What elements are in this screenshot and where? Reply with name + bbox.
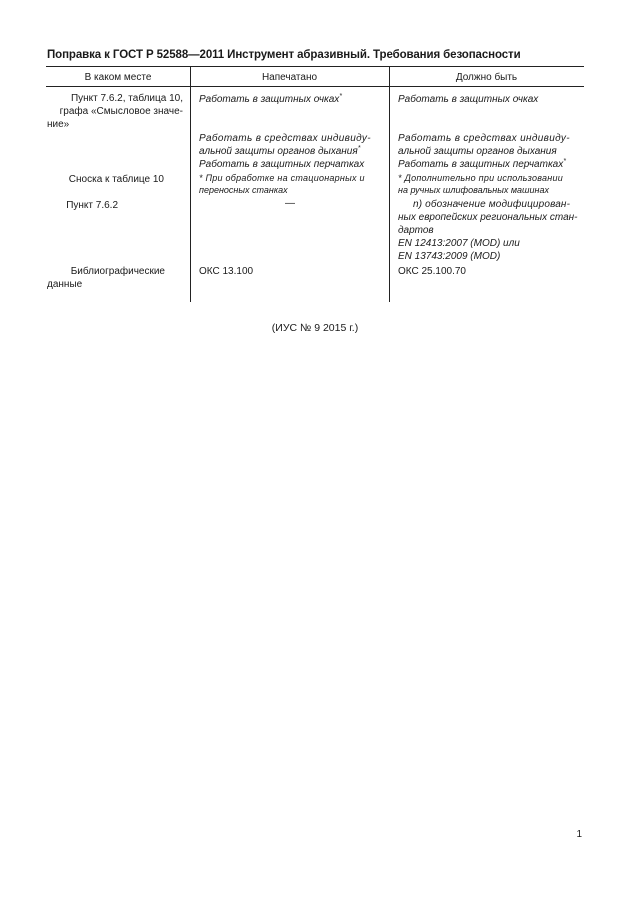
row2-where: Сноска к таблице 10: [68, 174, 164, 185]
column-divider-2: [389, 66, 390, 302]
row2-printed-line2: переносных станках: [199, 185, 288, 195]
row2-should-line1: * Дополнительно при использовании: [398, 173, 563, 183]
row3-should-line2: ных европейских региональных стан-: [398, 212, 578, 223]
row3-printed-dash: —: [285, 198, 295, 209]
footnote-mark: *: [339, 93, 343, 100]
row1-should-goggles: Работать в защитных очках: [398, 94, 539, 105]
row1-where-line2: графа «Смысловое значе-: [59, 106, 183, 117]
row1-where-line3: ние»: [47, 119, 70, 130]
row1-printed-respirator-line1: Работать в средствах индивиду-: [199, 133, 371, 144]
row4-should: ОКС 25.100.70: [398, 266, 466, 277]
row3-should-line5: EN 13743:2009 (MOD): [398, 251, 501, 262]
row1-where-line1: Пункт 7.6.2, таблица 10,: [70, 93, 183, 104]
column-header-printed: Напечатано: [261, 72, 318, 83]
row4-where-line2: данные: [47, 279, 83, 290]
row2-should-line2: на ручных шлифовальных машинах: [398, 185, 549, 195]
table-header-rule: [46, 86, 584, 87]
row3-should-line1: n) обозначение модифицирован-: [413, 199, 571, 210]
page-number: 1: [576, 829, 582, 840]
table-top-rule: [46, 66, 584, 67]
row1-printed-gloves: Работать в защитных перчатках: [199, 159, 365, 170]
row1-should-gloves: Работать в защитных перчатках*: [398, 158, 566, 170]
row3-should-line4: EN 12413:2007 (MOD) или: [398, 238, 520, 249]
footnote-mark: *: [357, 145, 361, 152]
row3-should-line3: дартов: [398, 225, 434, 236]
row1-printed-goggles: Работать в защитных очках*: [199, 93, 343, 105]
document-title: Поправка к ГОСТ Р 52588—2011 Инструмент абразивный. Требования безопасности: [47, 49, 521, 61]
row1-should-respirator-line2: альной защиты органов дыхания: [398, 146, 557, 157]
row4-printed: ОКС 13.100: [199, 266, 254, 277]
row4-where-line1: Библиографические: [70, 266, 165, 277]
row2-printed-line1: * При обработке на стационарных и: [199, 173, 365, 183]
row3-where: Пункт 7.6.2: [66, 200, 118, 211]
row1-should-respirator-line1: Работать в средствах индивиду-: [398, 133, 570, 144]
row1-printed-respirator-line2: альной защиты органов дыхания*: [199, 145, 361, 157]
column-header-where: В каком месте: [84, 72, 152, 83]
column-divider-1: [190, 66, 191, 302]
footnote-mark: *: [563, 158, 566, 165]
column-header-should-be: Должно быть: [455, 72, 518, 83]
source-note: (ИУС № 9 2015 г.): [271, 322, 359, 334]
